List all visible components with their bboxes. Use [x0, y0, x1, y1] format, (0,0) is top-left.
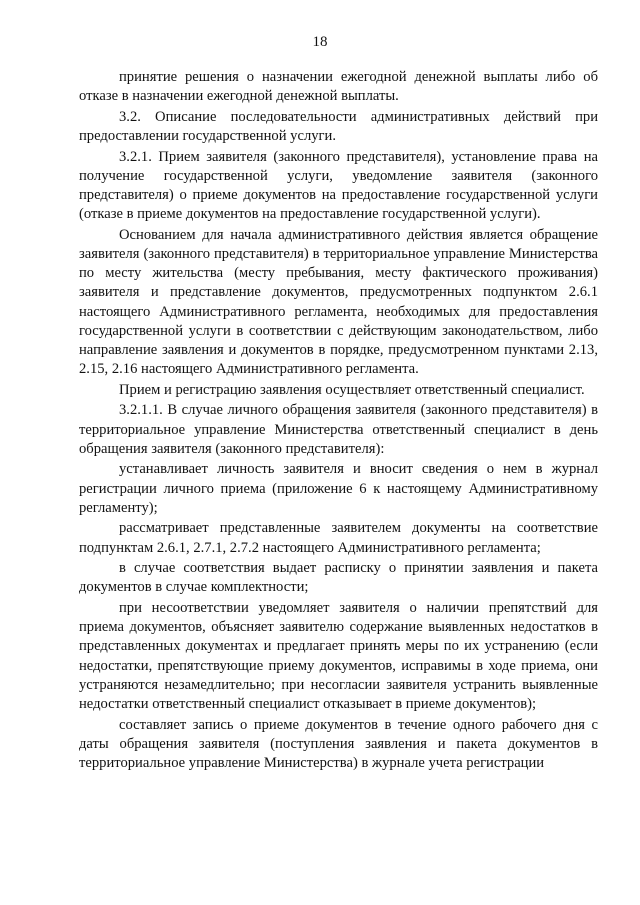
- paragraph-identity: устанавливает личность заявителя и вносит сведения о нем в журнал регистрации личного приема (приложение 6 к настоящему Административному регламенту);: [79, 461, 598, 516]
- paragraph-basis: Основанием для начала административного действия является обращение заявителя (законного представителя) в территориальное управление Министерства по месту жительства (месту пребывания, месту фактического проживания) заявителя и представление документов, предусмотренных подпунктом 2.6.1 настоящего Административного регламента, необходимых для предоставления государственной услуги в соответствии с действующим законодательством, либо направление заявления и документов в порядке, предусмотренном пунктами 2.13, 2.15, 2.16 настоящего Административного регламента.: [79, 226, 598, 377]
- paragraph-nonconformity: при несоответствии уведомляет заявителя о наличии препятствий для приема документов, объясняет заявителю содержание выявленных недостатков в представленных документах и предлагает принять меры по их устранению (если недостатки, препятствующие приему документов, исправимы в ходе приема, они устраняются незамедлительно; при несогласии заявителя устранить выявленные недостатки ответственный специалист отказывает в приеме документов);: [79, 600, 598, 712]
- paragraph-reception: Прием и регистрацию заявления осуществляет ответственный специалист.: [119, 381, 585, 398]
- paragraph-receipt: в случае соответствия выдает расписку о принятии заявления и пакета документов в случае комплектности;: [79, 560, 598, 596]
- paragraph-section-3-2-1: 3.2.1. Прием заявителя (законного представителя), установление права на получение государственной услуги, уведомление заявителя (законного представителя) о приеме документов на предоставление государственной услуги (отказе в приеме документов на предоставление государственной услуги).: [79, 148, 598, 223]
- paragraph-decision: принятие решения о назначении ежегодной денежной выплаты либо об отказе в назначении ежегодной денежной выплаты.: [79, 69, 598, 105]
- paragraph-record: составляет запись о приеме документов в течение одного рабочего дня с даты обращения заявителя (поступления заявления и пакета документов в территориальное управление Министерства) в журнале учета регистрации: [79, 716, 598, 771]
- page-number: 18: [312, 34, 328, 50]
- paragraph-section-3-2-1-1: 3.2.1.1. В случае личного обращения заявителя (законного представителя) в территориальное управление Министерства ответственный специалист в день обращения заявителя (законного представителя):: [79, 402, 598, 457]
- document-body: [79, 68, 598, 775]
- paragraph-section-3-2: 3.2. Описание последовательности административных действий при предоставлении государственной услуги.: [79, 108, 598, 145]
- paragraph-review: рассматривает представленные заявителем документы на соответствие подпунктам 2.6.1, 2.7.1, 2.7.2 настоящего Административного регламента;: [79, 520, 598, 556]
